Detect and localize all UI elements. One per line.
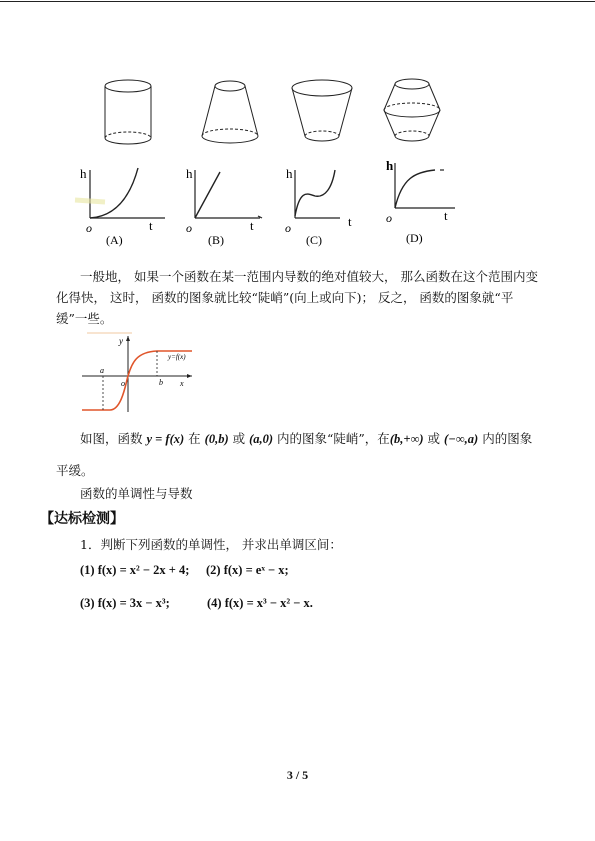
equation-2: (2) f(x) = eˣ − x; <box>206 563 289 577</box>
paragraph-steep-gentle: 一般地， 如果一个函数在某一范围内导数的绝对值较大， 那么函数在这个范围内变化得快， 这时， 函数的图象就比较“陡峭”(向上或向下)； 反之， 函数的图象就“平缓”一些。 <box>56 269 538 326</box>
containers-figure <box>90 74 450 159</box>
graph-d-label: (D) <box>406 231 423 245</box>
section-title: 函数的单调性与导数 <box>80 486 193 501</box>
graph-c-t-label: t <box>348 214 352 229</box>
p2-math-5: (−∞,a) <box>444 432 479 446</box>
sigmoid-func-label: y=f(x) <box>168 353 186 361</box>
graph-d-h-label: h <box>386 158 394 173</box>
graph-a-label: (A) <box>106 233 123 247</box>
graph-b-o-label: o <box>186 221 192 235</box>
equation-4: (4) f(x) = x³ − x² − x. <box>207 596 313 610</box>
graph-b-h-label: h <box>186 166 193 181</box>
question-1: 1．判断下列函数的单调性， 并求出单调区间： <box>80 537 342 552</box>
p2-text-3: 或 <box>232 431 246 446</box>
paragraph-figure-explanation-line2: 平缓。 <box>56 463 94 478</box>
container-frustum-wide-top <box>292 80 352 141</box>
container-double-frustum <box>384 79 440 141</box>
graph-c-label: (C) <box>306 233 322 247</box>
graph-b <box>195 170 262 218</box>
graph-d-o-label: o <box>386 211 392 225</box>
p2-text-5: 或 <box>427 431 441 446</box>
p2-math-1: y = f(x) <box>146 432 185 446</box>
sigmoid-a-label: a <box>100 366 104 375</box>
p2-math-2: (0,b) <box>204 432 229 446</box>
sigmoid-x-label: x <box>180 379 184 388</box>
graph-a-o-label: o <box>86 221 92 235</box>
graph-a <box>75 168 165 218</box>
graph-c <box>295 170 340 218</box>
graph-d-t-label: t <box>444 208 448 223</box>
sigmoid-b-label: b <box>159 378 163 387</box>
sigmoid-y-label: y <box>119 336 123 346</box>
container-frustum-wide-bottom <box>202 81 258 143</box>
graph-b-label: (B) <box>208 233 224 247</box>
sigmoid-figure <box>82 332 197 414</box>
graph-a-t-label: t <box>149 218 153 233</box>
height-time-graphs <box>70 158 470 250</box>
equation-3: (3) f(x) = 3x − x³; <box>80 596 170 610</box>
graph-d <box>395 163 455 208</box>
graph-b-t-label: t <box>250 218 254 233</box>
graph-c-o-label: o <box>285 221 291 235</box>
p2-math-3: (a,0) <box>249 432 274 446</box>
graph-c-h-label: h <box>286 166 293 181</box>
equation-1: (1) f(x) = x² − 2x + 4; <box>80 563 190 577</box>
p2-text-2: 在 <box>188 431 201 446</box>
heading-practice: 【达标检测】 <box>40 511 124 527</box>
page-number: 3 / 5 <box>286 768 309 782</box>
page-top-rule <box>0 1 595 2</box>
p2-text-4: 内的图象“陡峭”，在 <box>277 431 390 446</box>
container-cylinder <box>105 80 151 144</box>
paragraph-figure-explanation <box>56 428 546 450</box>
p2-text-6: 内的图象 <box>482 431 533 446</box>
graph-a-h-label: h <box>80 166 87 181</box>
sigmoid-o-label: o <box>121 379 125 388</box>
p2-text-1: 如图，函数 <box>80 431 143 446</box>
p2-math-4: (b,+∞) <box>389 432 424 446</box>
